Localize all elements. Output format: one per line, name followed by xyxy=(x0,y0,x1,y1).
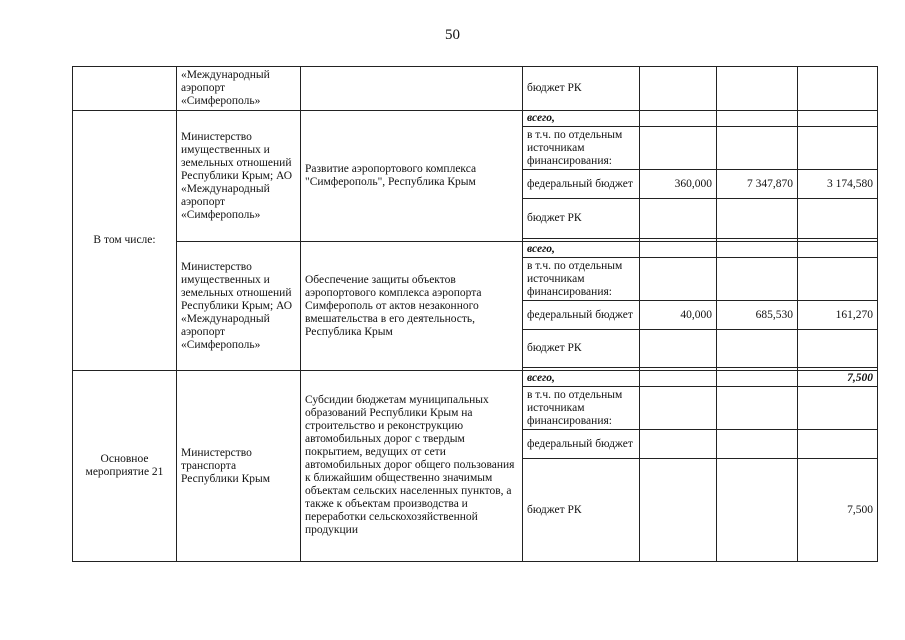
activity-name-cell: Обеспечение защиты объектов аэропортового комплекса аэропорта Симферополь от актов незаконного вмешательства в его деятельность, Республика Крым xyxy=(301,242,523,371)
value-cell xyxy=(798,330,878,368)
value-cell xyxy=(717,127,798,170)
rk-label: бюджет РК xyxy=(523,330,640,368)
total-label: всего, xyxy=(523,242,640,258)
federal-value-3: 3 174,580 xyxy=(798,170,878,199)
in-that-number-label: В том числе: xyxy=(73,111,177,371)
responsible-cell: «Международный аэропорт «Симферополь» xyxy=(177,67,301,111)
federal-value-2: 7 347,870 xyxy=(717,170,798,199)
table-row xyxy=(73,111,878,127)
value-cell xyxy=(717,199,798,239)
value-cell xyxy=(798,242,878,258)
value-cell xyxy=(717,387,798,430)
value-cell xyxy=(717,459,798,562)
responsible-cell: Министерство имущественных и земельных отношений Республики Крым; АО «Международный аэропорт «Симферополь» xyxy=(177,242,301,371)
value-cell xyxy=(798,258,878,301)
incl-label: в т.ч. по отдельным источникам финансирования: xyxy=(523,127,640,170)
activity-name-cell: Субсидии бюджетам муниципальных образований Республики Крым на строительство и реконструкцию автомобильных дорог с твердым покрытием, ведущих от сети автомобильных дорог общего пользования к ближайшим общественно значимым объектам сельских населенных пунктов, а также к объектам производства и переработки сельскохозяйственной продукции xyxy=(301,371,523,562)
value-cell xyxy=(717,371,798,387)
value-cell xyxy=(640,111,717,127)
source-rk-cell: бюджет РК xyxy=(523,67,640,111)
value-cell xyxy=(717,242,798,258)
page-number: 50 xyxy=(445,27,460,43)
activity-name-cell xyxy=(301,67,523,111)
budget-table xyxy=(72,66,878,562)
value-cell xyxy=(717,330,798,368)
federal-label: федеральный бюджет xyxy=(523,430,640,459)
incl-label: в т.ч. по отдельным источникам финансирования: xyxy=(523,387,640,430)
value-cell xyxy=(640,67,717,111)
value-cell xyxy=(798,430,878,459)
label-cell xyxy=(73,67,177,111)
rk-label: бюджет РК xyxy=(523,199,640,239)
table-row xyxy=(73,371,878,387)
value-cell xyxy=(717,430,798,459)
value-cell xyxy=(640,127,717,170)
responsible-cell: Министерство транспорта Республики Крым xyxy=(177,371,301,562)
value-cell xyxy=(640,242,717,258)
value-cell xyxy=(640,387,717,430)
activity-name-cell: Развитие аэропортового комплекса "Симферополь", Республика Крым xyxy=(301,111,523,242)
main-activity-label: Основное мероприятие 21 xyxy=(73,371,177,562)
value-cell xyxy=(798,199,878,239)
federal-value-1: 360,000 xyxy=(640,170,717,199)
value-cell xyxy=(798,127,878,170)
value-cell xyxy=(798,67,878,111)
value-cell xyxy=(717,258,798,301)
value-cell xyxy=(640,459,717,562)
total-label: всего, xyxy=(523,111,640,127)
federal-value-3: 161,270 xyxy=(798,301,878,330)
rk-label: бюджет РК xyxy=(523,459,640,562)
incl-label: в т.ч. по отдельным источникам финансирования: xyxy=(523,258,640,301)
value-cell xyxy=(640,258,717,301)
table-row xyxy=(73,242,878,258)
federal-value-2: 685,530 xyxy=(717,301,798,330)
total-label: всего, xyxy=(523,371,640,387)
value-cell xyxy=(717,111,798,127)
value-cell xyxy=(717,67,798,111)
federal-label: федеральный бюджет xyxy=(523,301,640,330)
responsible-cell: Министерство имущественных и земельных отношений Республики Крым; АО «Международный аэропорт «Симферополь» xyxy=(177,111,301,242)
total-value: 7,500 xyxy=(798,371,878,387)
value-cell xyxy=(640,199,717,239)
value-cell xyxy=(640,430,717,459)
federal-label: федеральный бюджет xyxy=(523,170,640,199)
value-cell xyxy=(798,387,878,430)
rk-value: 7,500 xyxy=(798,459,878,562)
table-row xyxy=(73,67,878,111)
value-cell xyxy=(640,330,717,368)
value-cell xyxy=(640,371,717,387)
federal-value-1: 40,000 xyxy=(640,301,717,330)
value-cell xyxy=(798,111,878,127)
